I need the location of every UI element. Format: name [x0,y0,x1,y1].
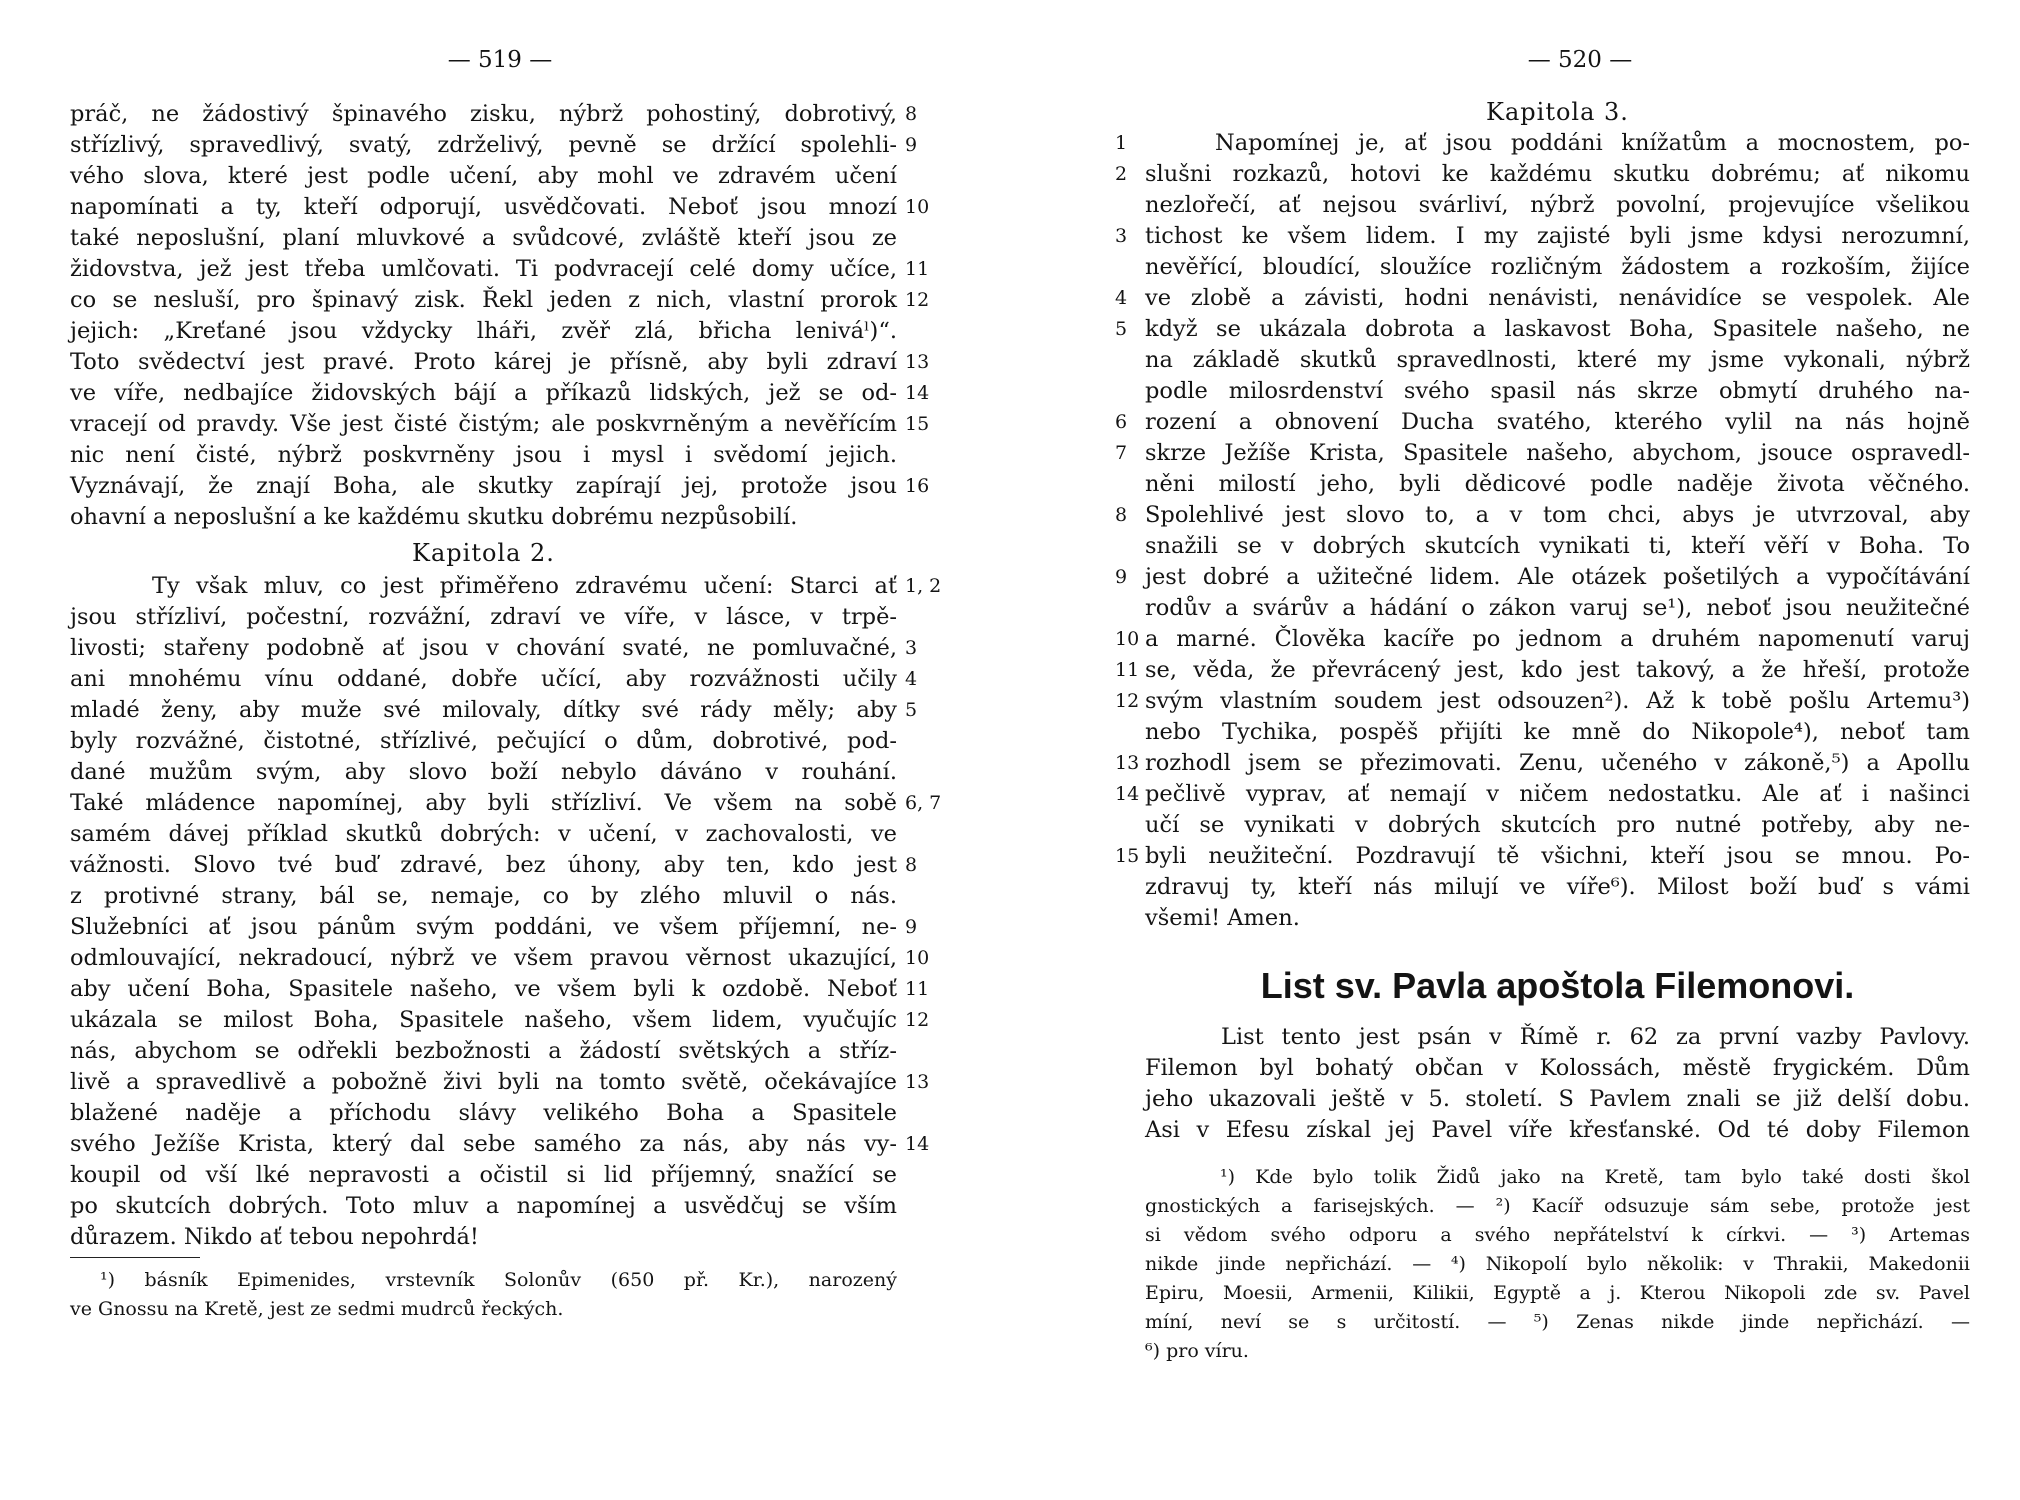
text-line: byli neužiteční. Pozdravují tě všichni, kteří jsou se mnou. Po- [1145,843,1970,869]
text-line: svého Ježíše Krista, který dal sebe samého za nás, aby nás vy- [70,1131,897,1157]
text-line: po skutcích dobrých. Toto mluv a napomínej a usvědčuj se vším [70,1193,897,1219]
text-line: jest dobré a užitečné lidem. Ale otázek pošetilých a vypočítávání [1145,564,1970,590]
text-line: ve víře, nedbajíce židovských bájí a příkazů lidských, jež se od- [70,380,897,406]
text-line: byly rozvážné, čistotné, střízlivé, pečující o dům, dobrotivé, pod- [70,728,897,754]
text-line: nezlořečí, ať nejsou svárliví, nýbrž povolní, projevujíce všelikou [1145,192,1970,218]
verse-number: 8 [905,854,918,876]
text-line: tichost ke všem lidem. I my zajisté byli jsme kdysi nerozumní, [1145,223,1970,249]
verse-number: 9 [905,134,918,156]
text-line: Vyznávají, že znají Boha, ale skutky zapírají jej, protože jsou [70,473,897,499]
verse-number: 9 [905,916,918,938]
text-line: slušni rozkazů, hotovi ke každému skutku dobrému; ať nikomu [1145,161,1970,187]
text-line: na základě skutků spravedlnosti, které my jsme vykonali, nýbrž [1145,347,1970,373]
text-line: blažené naděje a příchodu slávy velikého Boha a Spasitele [70,1100,897,1126]
text-line: vážnosti. Slovo tvé buď zdravé, bez úhony, aby ten, kdo jest [70,852,897,878]
text-line: důrazem. Nikdo ať tebou nepohrdá! [70,1224,479,1250]
text-line: co se nesluší, pro špinavý zisk. Řekl jeden z nich, vlastní prorok [70,287,897,313]
verse-number: 14 [905,382,930,404]
verse-number: 10 [905,196,930,218]
verse-number: 6, 7 [905,792,942,814]
text-line: skrze Ježíše Krista, Spasitele našeho, abychom, jsouce ospravedl- [1145,440,1970,466]
text-line: samém dávej příklad skutků dobrých: v učení, v zachovalosti, ve [70,821,897,847]
footnote-line: míní, neví se s určitostí. — ⁵) Zenas nikde jinde nepřichází. — [1145,1311,1970,1333]
footnote-line: nikde jinde nepřichází. — ⁴) Nikopolí bylo několik: v Thrakii, Makedonii [1145,1253,1970,1275]
text-line: nebo Tychika, pospěš přijíti ke mně do Nikopole⁴), neboť tam [1145,719,1970,745]
text-line: odmlouvající, nekradoucí, nýbrž ve všem pravou věrnost ukazující, [70,945,897,971]
intro-line: List tento jest psán v Římě r. 62 za první vazby Pavlovy. [1221,1024,1970,1050]
text-line: dané mužům svým, aby slovo boží nebylo dáváno v rouhání. [70,759,897,785]
text-line: Také mládence napomínej, aby byli střízliví. Ve všem na sobě [70,790,897,816]
right-page [1010,0,2020,1500]
text-line: ani mnohému vínu oddané, dobře učící, aby rozvážnosti učily [70,666,897,692]
text-line: když se ukázala dobrota a laskavost Boha, Spasitele našeho, ne [1145,316,1970,342]
text-line: vracejí od pravdy. Vše jest čisté čistým; ale poskvrněným a nevěřícím [70,411,897,437]
verse-number: 10 [905,947,930,969]
footnote-line: ⁶) pro víru. [1145,1340,1249,1362]
text-line: ve zlobě a závisti, hodni nenávisti, nenávidíce se vespolek. Ale [1145,285,1970,311]
text-line: nevěřící, bloudící, sloužíce rozličným žádostem a rozkoším, žijíce [1145,254,1970,280]
text-line: livosti; stařeny podobně ať jsou v chování svaté, ne pomluvačné, [70,635,897,661]
verse-number: 4 [905,668,918,690]
text-line: Ty však mluv, co jest přiměřeno zdravému učení: Starci ať [152,573,897,599]
verse-number: 3 [905,637,918,659]
verse-number: 1, 2 [905,575,942,597]
verse-number: 9 [1115,566,1128,588]
text-line: učí se vynikati v dobrých skutcích pro nutné potřeby, aby ne- [1145,812,1970,838]
text-line: rodův a svárův a hádání o zákon varuj se¹), neboť jsou neužitečné [1145,595,1970,621]
page-number: — 519 — [447,47,553,73]
verse-number: 15 [905,413,930,435]
text-line: livě a spravedlivě a pobožně živi byli na tomto světě, očekávajíce [70,1069,897,1095]
verse-number: 12 [905,1009,930,1031]
text-line: všemi! Amen. [1145,905,1300,931]
chapter-heading: Kapitola 3. [1486,98,1629,126]
verse-number: 10 [1115,628,1140,650]
text-line: Toto svědectví jest pravé. Proto kárej je přísně, aby byli zdraví [70,349,897,375]
footnote-separator [70,1257,200,1258]
verse-number: 7 [1115,442,1128,464]
footnote-line: Epiru, Moesii, Armenii, Kilikii, Egyptě a j. Kterou Nikopoli zde sv. Pavel [1145,1282,1970,1304]
intro-line: Asi v Efesu získal jej Pavel víře křesťanské. Od té doby Filemon [1145,1117,1970,1143]
text-line: střízlivý, spravedlivý, svatý, zdrželivý, pevně se držící spolehli- [70,132,897,158]
verse-number: 11 [905,978,930,1000]
text-line: koupil od vší lké nepravosti a očistil si lid příjemný, snažící se [70,1162,897,1188]
verse-number: 13 [1115,752,1140,774]
chapter-heading: Kapitola 2. [412,539,555,567]
text-line: mladé ženy, aby muže své milovaly, dítky své rády měly; aby [70,697,897,723]
text-line: a marné. Člověka kacíře po jednom a druhém napomenutí varuj [1145,626,1970,652]
footnote-line: ve Gnossu na Kretě, jest ze sedmi mudrců řeckých. [70,1298,564,1320]
footnote-line: gnostických a farisejských. — ²) Kacíř odsuzuje sám sebe, protože jest [1145,1195,1970,1217]
verse-number: 5 [905,699,918,721]
text-line: napomínati a ty, kteří odporují, usvědčovati. Neboť jsou mnozí [70,194,897,220]
text-line: rozhodl jsem se přezimovati. Zenu, učeného v zákoně,⁵) a Apollu [1145,750,1970,776]
text-line: Napomínej je, ať jsou poddáni knížatům a mocnostem, po- [1215,130,1970,156]
verse-number: 16 [905,475,930,497]
verse-number: 13 [905,351,930,373]
verse-number: 14 [1115,783,1140,805]
footnote-line: si vědom svého odporu a svého nepřátelství k církvi. — ³) Artemas [1145,1224,1970,1246]
verse-number: 12 [1115,690,1140,712]
text-line: Spolehlivé jest slovo to, a v tom chci, abys je utvrzoval, aby [1145,502,1970,528]
text-line: z protivné strany, bál se, nemaje, co by zlého mluvil o nás. [70,883,897,909]
text-line: něni milostí jeho, byli dědicové podle naděje života věčného. [1145,471,1970,497]
intro-line: jeho ukazovali ještě v 5. století. S Pavlem znali se již delší dobu. [1145,1086,1970,1112]
text-line: se, věda, že převrácený jest, kdo jest takový, a že hřeší, protože [1145,657,1970,683]
text-line: jejich: „Kreťané jsou vždycky lháři, zvěř zlá, břicha leniváˡ)“. [70,318,897,344]
text-line: podle milosrdenství svého spasil nás skrze obmytí druhého na- [1145,378,1970,404]
footnote-line: ¹) Kde bylo tolik Židů jako na Kretě, tam bylo také dosti škol [1220,1166,1970,1188]
verse-number: 11 [905,258,930,280]
text-line: práč, ne žádostivý špinavého zisku, nýbrž pohostiný, dobrotivý, [70,101,897,127]
verse-number: 8 [1115,504,1128,526]
verse-number: 1 [1115,132,1128,154]
verse-number: 8 [905,103,918,125]
text-line: jsou střízliví, počestní, rozvážní, zdraví ve víře, v lásce, v trpě- [70,604,897,630]
verse-number: 12 [905,289,930,311]
text-line: ukázala se milost Boha, Spasitele našeho, všem lidem, vyučujíc [70,1007,897,1033]
text-line: nás, abychom se odřekli bezbožnosti a žádostí světských a stříz- [70,1038,897,1064]
verse-number: 15 [1115,845,1140,867]
page-number: — 520 — [1527,47,1633,73]
text-line: nic není čisté, nýbrž poskvrněny jsou i mysl i svědomí jejich. [70,442,897,468]
epistle-title: List sv. Pavla apoštola Filemonovi. [1260,965,1855,1006]
text-line: židovstva, jež jest třeba umlčovati. Ti podvracejí celé domy učíce, [70,256,897,282]
text-line: vého slova, které jest podle učení, aby mohl ve zdravém učení [70,163,897,189]
text-line: také neposlušní, planí mluvkové a svůdcové, zvláště kteří jsou ze [70,225,897,251]
verse-number: 11 [1115,659,1140,681]
verse-number: 14 [905,1133,930,1155]
text-line: rození a obnovení Ducha svatého, kterého vylil na nás hojně [1145,409,1970,435]
text-line: aby učení Boha, Spasitele našeho, ve všem byli k ozdobě. Neboť [70,976,897,1002]
verse-number: 2 [1115,163,1128,185]
verse-number: 6 [1115,411,1128,433]
footnote-line: ¹) básník Epimenides, vrstevník Solonův (650 př. Kr.), narozený [100,1269,897,1291]
verse-number: 5 [1115,318,1128,340]
verse-number: 3 [1115,225,1128,247]
verse-number: 4 [1115,287,1128,309]
text-line: pečlivě vyprav, ať nemají v ničem nedostatku. Ale ať i našinci [1145,781,1970,807]
text-line: zdravuj ty, kteří nás milují ve víře⁶). Milost boží buď s vámi [1145,874,1970,900]
verse-number: 13 [905,1071,930,1093]
text-line: snažili se v dobrých skutcích vynikati ti, kteří věří v Boha. To [1145,533,1970,559]
text-line: svým vlastním soudem jest odsouzen²). Až k tobě pošlu Artemu³) [1145,688,1970,714]
text-line: Služebníci ať jsou pánům svým poddáni, ve všem příjemní, ne- [70,914,897,940]
intro-line: Filemon byl bohatý občan v Kolossách, městě frygickém. Dům [1145,1055,1970,1081]
text-line: ohavní a neposlušní a ke každému skutku dobrému nezpůsobilí. [70,504,798,530]
